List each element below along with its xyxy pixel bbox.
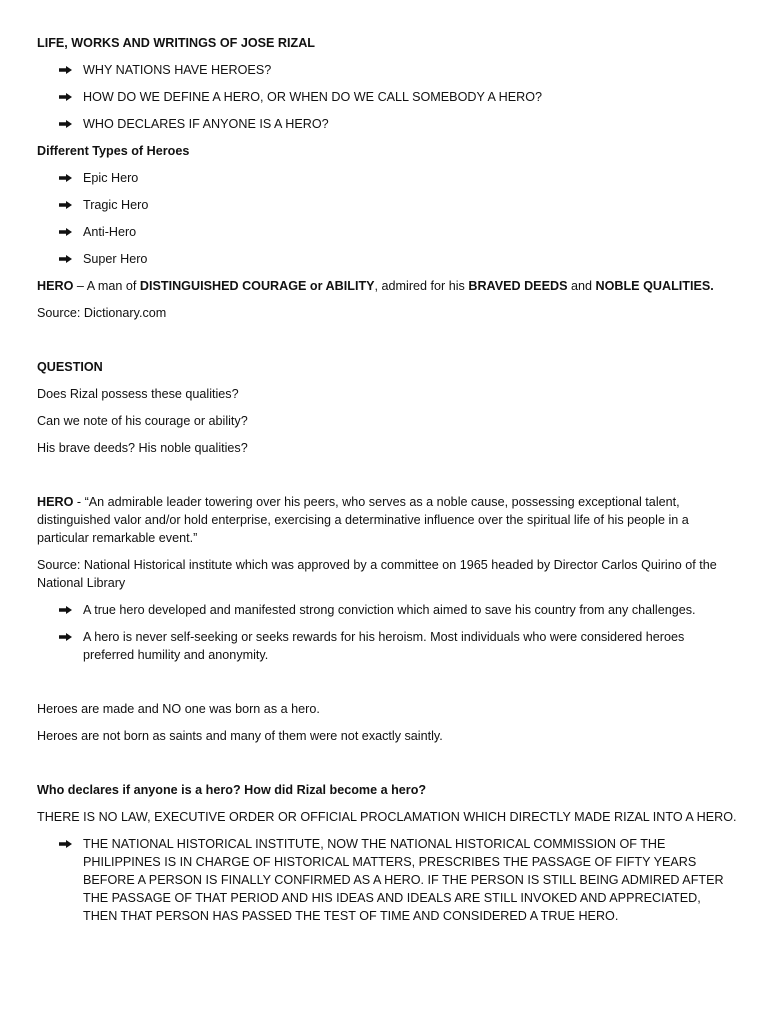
right-arrow-icon — [59, 633, 72, 641]
right-arrow-icon — [59, 255, 72, 263]
document-page — [37, 34, 737, 925]
list-item — [37, 601, 737, 619]
hero-definition-nhi — [37, 493, 737, 547]
list-item-text: WHY NATIONS HAVE HEROES? — [83, 63, 272, 77]
list-item — [37, 223, 737, 241]
source-nhi: Source: National Historical institute which was approved by a committee on 1965 headed by Director Carlos Quirino of the National Library — [37, 558, 717, 590]
made-not-born-line: Heroes are not born as saints and many of them were not exactly saintly. — [37, 729, 443, 743]
hero-types-list — [37, 169, 737, 268]
hero-term: HERO — [37, 495, 74, 509]
right-arrow-icon — [59, 201, 72, 209]
list-item-text: HOW DO WE DEFINE A HERO, OR WHEN DO WE CALL SOMEBODY A HERO? — [83, 90, 543, 104]
no-law-statement: THERE IS NO LAW, EXECUTIVE ORDER OR OFFICIAL PROCLAMATION WHICH DIRECTLY MADE RIZAL INTO A HERO. — [37, 810, 737, 824]
definition-text: - “An admirable leader towering over his peers, who serves as a noble cause, possessing exceptional talent, distinguished valor and/or hold enterprise, exercising a determinative influence over the spiritual life of his people in a particular remarkable event.” — [37, 495, 689, 545]
right-arrow-icon — [59, 840, 72, 848]
list-item — [37, 88, 737, 106]
list-item-text: WHO DECLARES IF ANYONE IS A HERO? — [83, 117, 329, 131]
list-item — [37, 835, 737, 925]
right-arrow-icon — [59, 228, 72, 236]
right-arrow-icon — [59, 66, 72, 74]
list-item — [37, 628, 737, 664]
types-heading: Different Types of Heroes — [37, 144, 190, 158]
list-item — [37, 169, 737, 187]
document-title: LIFE, WORKS AND WRITINGS OF JOSE RIZAL — [37, 36, 315, 50]
list-item-text: Anti-Hero — [83, 225, 137, 239]
question-heading: QUESTION — [37, 360, 103, 374]
definition-bold-1: DISTINGUISHED COURAGE or ABILITY — [139, 279, 375, 293]
hero-traits-list — [37, 601, 737, 664]
list-item-text: Epic Hero — [83, 171, 139, 185]
list-item-text: Tragic Hero — [83, 198, 149, 212]
list-item-text: A true hero developed and manifested strong conviction which aimed to save his country from any challenges. — [83, 603, 696, 617]
definition-text: and — [567, 279, 596, 293]
source-dictionary: Source: Dictionary.com — [37, 306, 167, 320]
right-arrow-icon — [59, 93, 72, 101]
list-item-text: Super Hero — [83, 252, 148, 266]
list-item — [37, 61, 737, 79]
intro-questions-list — [37, 61, 737, 133]
question-line: Can we note of his courage or ability? — [37, 414, 248, 428]
definition-bold-3: NOBLE QUALITIES. — [595, 279, 714, 293]
list-item — [37, 250, 737, 268]
list-item-text: A hero is never self-seeking or seeks rewards for his heroism. Most individuals who were considered heroes preferred humility and anonymity. — [83, 630, 685, 662]
question-line: Does Rizal possess these qualities? — [37, 387, 239, 401]
list-item — [37, 196, 737, 214]
right-arrow-icon — [59, 606, 72, 614]
definition-text: – A man of — [73, 279, 140, 293]
hero-definition-dictionary — [37, 277, 737, 295]
question-line: His brave deeds? His noble qualities? — [37, 441, 248, 455]
list-item-text: THE NATIONAL HISTORICAL INSTITUTE, NOW THE NATIONAL HISTORICAL COMMISSION OF THE PHILIPPINES IS IN CHARGE OF HISTORICAL MATTERS, PRESCRIBES THE PASSAGE OF FIFTY YEARS BEFORE A PERSON IS FINALLY CONFIRMED AS A HERO. IF THE PERSON IS STILL BEING ADMIRED AFTER THE PASSAGE OF THAT PERIOD AND HIS IDEAS AND IDEALS ARE STILL INVOKED AND APPRECIATED, THEN THAT PERSON HAS PASSED THE TEST OF TIME AND CONSIDERED A TRUE HERO. — [83, 837, 724, 923]
nhi-bullets-list — [37, 835, 737, 925]
right-arrow-icon — [59, 174, 72, 182]
definition-bold-2: BRAVED DEEDS — [468, 279, 568, 293]
declares-heading: Who declares if anyone is a hero? How did Rizal become a hero? — [37, 783, 427, 797]
right-arrow-icon — [59, 120, 72, 128]
list-item — [37, 115, 737, 133]
hero-term: HERO — [37, 279, 74, 293]
definition-text: , admired for his — [374, 279, 469, 293]
made-not-born-line: Heroes are made and NO one was born as a hero. — [37, 702, 320, 716]
